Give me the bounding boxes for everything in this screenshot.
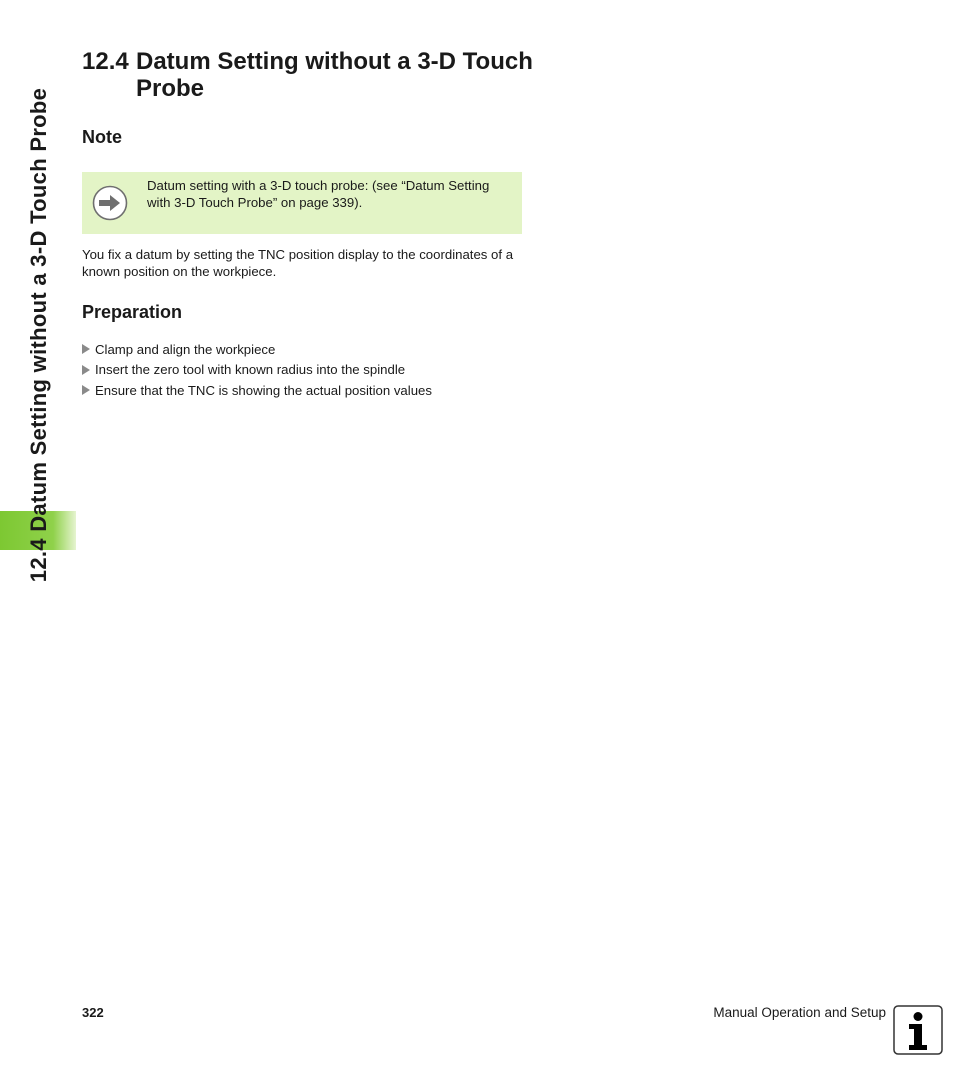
section-title: Datum Setting without a 3-D Touch Probe (136, 48, 533, 102)
list-item (82, 380, 432, 401)
step-text: Clamp and align the workpiece (95, 341, 276, 357)
info-icon (893, 1005, 943, 1055)
list-item (82, 339, 432, 360)
note-box (82, 172, 522, 234)
triangle-bullet-icon (82, 385, 90, 395)
preparation-heading: Preparation (82, 302, 183, 322)
note-text: Datum setting with a 3-D touch probe: (see “Datum Setting with 3-D Touch Probe” on page 339). (147, 178, 490, 210)
footer-chapter-title: Manual Operation and Setup (713, 1005, 886, 1020)
side-running-title (24, 52, 54, 618)
page-number: 322 (82, 1005, 104, 1020)
triangle-bullet-icon (82, 365, 90, 375)
preparation-steps (82, 339, 432, 401)
step-text: Insert the zero tool with known radius into the spindle (95, 362, 406, 378)
note-heading: Note (82, 127, 122, 147)
side-running-title-text: 12.4 Datum Setting without a 3-D Touch Probe (26, 87, 51, 583)
intro-paragraph: You fix a datum by setting the TNC position display to the coordinates of a known position on the workpiece. (82, 247, 514, 279)
arrow-right-circle-icon (92, 185, 128, 221)
section-heading (82, 48, 542, 102)
triangle-bullet-icon (82, 344, 90, 354)
step-text: Ensure that the TNC is showing the actual position values (95, 382, 432, 398)
list-item (82, 360, 432, 381)
section-number: 12.4 (82, 48, 129, 75)
